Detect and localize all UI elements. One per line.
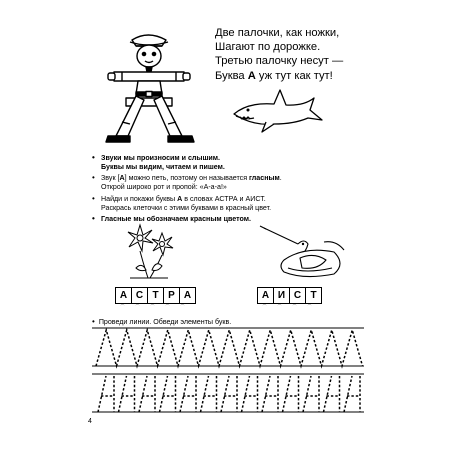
letter-cell[interactable]: Р <box>163 287 180 304</box>
poem-letter-a: А <box>247 69 256 82</box>
letter-cell[interactable]: А <box>257 287 274 304</box>
bullet: • <box>92 173 95 183</box>
poem-line-4-end: уж тут как тут! <box>255 69 333 82</box>
word-aist-marks: ⌒ ⌒ ⌒ ⌒ <box>262 304 312 309</box>
tracing-task-text: Проведи линии. Обведи элементы букв. <box>98 318 232 326</box>
poem-line-3: Третью палочку несут — <box>215 55 344 68</box>
rule-1-line-2: Буквы мы видим, читаем и пишем. <box>101 162 225 171</box>
rule-2-text-end: . <box>279 174 282 183</box>
bullet: • <box>92 317 95 326</box>
rule-2-word-vowel: гласным <box>249 174 280 183</box>
letter-cell[interactable]: С <box>131 287 148 304</box>
letter-cell[interactable]: И <box>273 287 290 304</box>
letter-cell[interactable]: А <box>179 287 196 304</box>
bullet: • <box>92 214 95 224</box>
bullet: • <box>92 153 95 162</box>
poem-line-2: Шагают по дорожке. <box>215 41 321 54</box>
shark-illustration <box>228 84 328 136</box>
rule-2-text: Звук [ <box>101 174 120 183</box>
rule-2-line-2: Открой широко рот и пропой: «А-а-а!» <box>101 183 227 192</box>
stork-illustration <box>254 222 350 282</box>
rule-3-text-end: в словах АСТРА и АИСТ. <box>182 194 266 203</box>
page-number: 4 <box>88 418 92 425</box>
rule-3-text: Найди и покажи буквы <box>101 194 178 203</box>
rule-find-letters <box>92 195 442 212</box>
rule-4-line-1: Гласные мы обозначаем красным цветом. <box>101 215 251 224</box>
letter-cell[interactable]: Т <box>305 287 322 304</box>
word-astra-marks: ⌒ ⌒ ⌒ ⌒ ⌒ <box>120 304 185 309</box>
poem <box>215 26 445 83</box>
rule-3-letter: А <box>177 194 183 203</box>
rule-1-line-1: Звуки мы произносим и слышим. <box>101 154 220 162</box>
rule-2-letter: А <box>119 174 125 183</box>
rule-sounds-letters <box>92 154 442 171</box>
zigzag-trace[interactable] <box>96 330 363 366</box>
letter-element-trace[interactable] <box>98 376 360 412</box>
rule-2-text-mid: ] можно петь, поэтому он называется <box>124 174 250 183</box>
word-astra-cells <box>115 287 196 304</box>
instructions <box>92 154 442 227</box>
letter-cell[interactable]: Т <box>147 287 164 304</box>
poem-line-4-start: Буква <box>215 69 248 82</box>
tracing-exercise[interactable] <box>88 326 368 416</box>
letter-cell[interactable]: А <box>115 287 132 304</box>
bullet: • <box>92 193 95 203</box>
word-aist-cells <box>257 287 322 304</box>
rule-vowel-sound <box>92 174 442 191</box>
letter-cell[interactable]: С <box>289 287 306 304</box>
boy-letter-a-illustration <box>100 28 200 146</box>
rule-3-line-1 <box>101 195 442 204</box>
poem-line-1: Две палочки, как ножки, <box>215 27 340 39</box>
rule-2-line-1 <box>101 174 442 183</box>
poem-line-4 <box>215 69 445 83</box>
rule-3-line-2: Раскрась клеточки с этими буквами в красный цвет. <box>101 203 272 212</box>
aster-flower-illustration <box>118 222 184 284</box>
